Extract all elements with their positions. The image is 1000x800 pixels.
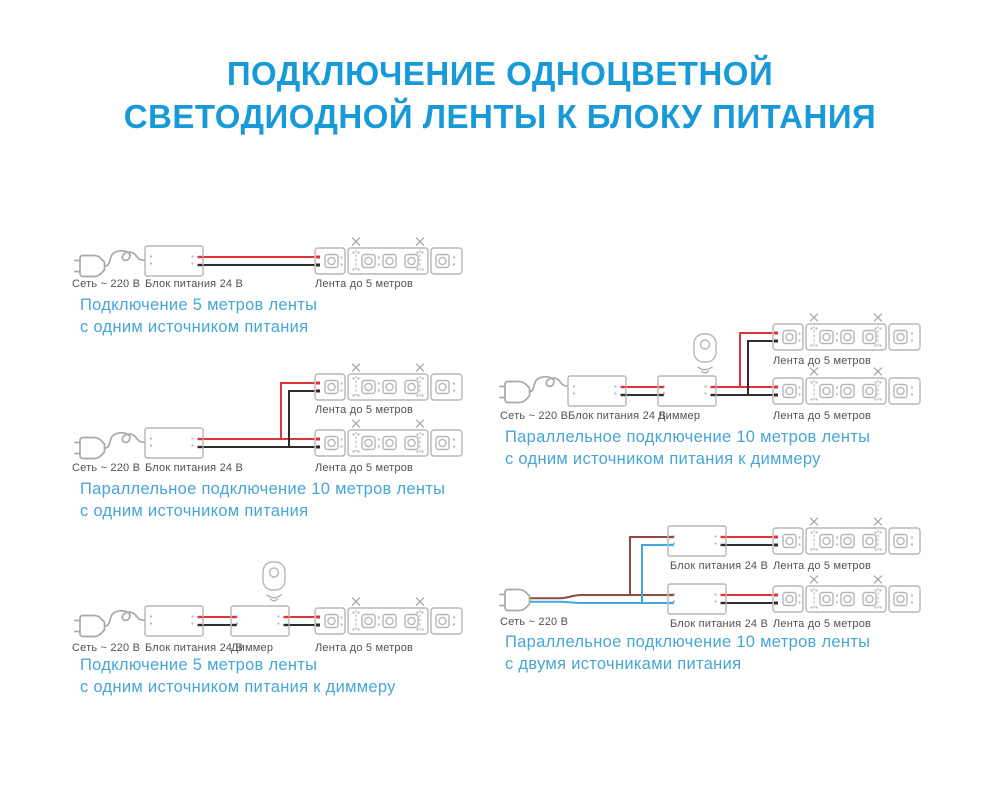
title-line-2: СВЕТОДИОДНОЙ ЛЕНТЫ К БЛОКУ ПИТАНИЯ bbox=[123, 98, 877, 135]
dimmer-input-terminal bbox=[232, 616, 237, 618]
wire-brown bbox=[529, 595, 669, 598]
led-strip bbox=[773, 518, 920, 554]
psu-box bbox=[145, 428, 203, 458]
caption-line: Параллельное подключение 10 метров ленты bbox=[505, 633, 871, 651]
diagram-caption bbox=[505, 631, 870, 675]
power-plug-icon bbox=[75, 616, 105, 637]
caption-line: с одним источником питания к диммеру bbox=[80, 678, 396, 696]
psu-box bbox=[668, 584, 726, 614]
power-plug-icon bbox=[500, 590, 530, 611]
dimmer-input-terminal bbox=[659, 394, 664, 396]
mains-label: Сеть ~ 220 В bbox=[72, 642, 141, 654]
dimmer-label: Диммер bbox=[658, 410, 701, 422]
led-strip bbox=[773, 368, 920, 404]
strip-label: Лента до 5 метров bbox=[773, 618, 872, 630]
led-strip bbox=[315, 420, 462, 456]
strip-label: Лента до 5 метров bbox=[773, 410, 872, 422]
diagram-caption bbox=[80, 654, 396, 698]
title-line-1: ПОДКЛЮЧЕНИЕ ОДНОЦВЕТНОЙ bbox=[226, 55, 774, 92]
led-strip bbox=[315, 598, 462, 634]
power-cord-squiggle bbox=[529, 377, 569, 392]
psu-box bbox=[145, 606, 203, 636]
remote-control-icon bbox=[263, 562, 285, 601]
dimmer-input-terminal bbox=[659, 386, 664, 388]
remote-control-icon bbox=[694, 334, 716, 373]
diagram-caption bbox=[505, 426, 870, 470]
caption-line: с одним источником питания bbox=[80, 502, 309, 520]
mains-label: Сеть ~ 220 В bbox=[72, 278, 141, 290]
diagram-5m-one-psu bbox=[75, 238, 462, 277]
strip-label: Лента до 5 метров bbox=[773, 560, 872, 572]
psu-input-terminal bbox=[669, 544, 674, 546]
dimmer-box bbox=[658, 376, 716, 406]
caption-line: Подключение 5 метров ленты bbox=[80, 656, 318, 674]
strip-label: Лента до 5 метров bbox=[315, 278, 414, 290]
psu-input-terminal bbox=[669, 594, 674, 596]
mains-label: Сеть ~ 220 В bbox=[500, 616, 569, 628]
dimmer-box bbox=[231, 606, 289, 636]
mains-label: Сеть ~ 220 В bbox=[500, 410, 569, 422]
caption-line: Параллельное подключение 10 метров ленты bbox=[505, 428, 871, 446]
psu-label: Блок питания 24 В bbox=[670, 618, 769, 630]
strip-label: Лента до 5 метров bbox=[315, 404, 414, 416]
power-plug-icon bbox=[500, 382, 530, 403]
caption-line: с одним источником питания к диммеру bbox=[505, 450, 821, 468]
power-cord-squiggle bbox=[105, 251, 145, 266]
power-cord-squiggle bbox=[105, 611, 145, 626]
dimmer-input-terminal bbox=[232, 624, 237, 626]
psu-box bbox=[145, 246, 203, 276]
psu-label: Блок питания 24 В bbox=[145, 278, 244, 290]
strip-label: Лента до 5 метров bbox=[315, 642, 414, 654]
psu-label: Блок питания 24 В bbox=[145, 462, 244, 474]
psu-input-terminal bbox=[669, 602, 674, 604]
psu-box bbox=[668, 526, 726, 556]
wire-blue bbox=[529, 602, 669, 603]
power-cord-squiggle bbox=[105, 433, 145, 448]
strip-label: Лента до 5 метров bbox=[315, 462, 414, 474]
led-strip bbox=[315, 238, 462, 274]
caption-line: Подключение 5 метров ленты bbox=[80, 296, 318, 314]
diagram-5m-psu-dimmer bbox=[75, 562, 462, 637]
psu-input-terminal bbox=[669, 536, 674, 538]
mains-label: Сеть ~ 220 В bbox=[72, 462, 141, 474]
led-strip bbox=[773, 314, 920, 350]
psu-label: Блок питания 24 В bbox=[670, 560, 769, 572]
strip-label: Лента до 5 метров bbox=[773, 355, 872, 367]
psu-box bbox=[568, 376, 626, 406]
led-strip bbox=[315, 364, 462, 400]
caption-line: Параллельное подключение 10 метров ленты bbox=[80, 480, 446, 498]
psu-label: Блок питания 24 В bbox=[145, 642, 244, 654]
dimmer-label: Диммер bbox=[231, 642, 274, 654]
diagram-caption bbox=[80, 478, 445, 522]
power-plug-icon bbox=[75, 438, 105, 459]
caption-line: с одним источником питания bbox=[80, 318, 309, 336]
diagram-caption bbox=[80, 294, 317, 338]
power-plug-icon bbox=[75, 256, 105, 277]
caption-line: с двумя источниками питания bbox=[505, 655, 742, 673]
psu-label: Блок питания 24 В bbox=[568, 410, 667, 422]
led-strip bbox=[773, 576, 920, 612]
